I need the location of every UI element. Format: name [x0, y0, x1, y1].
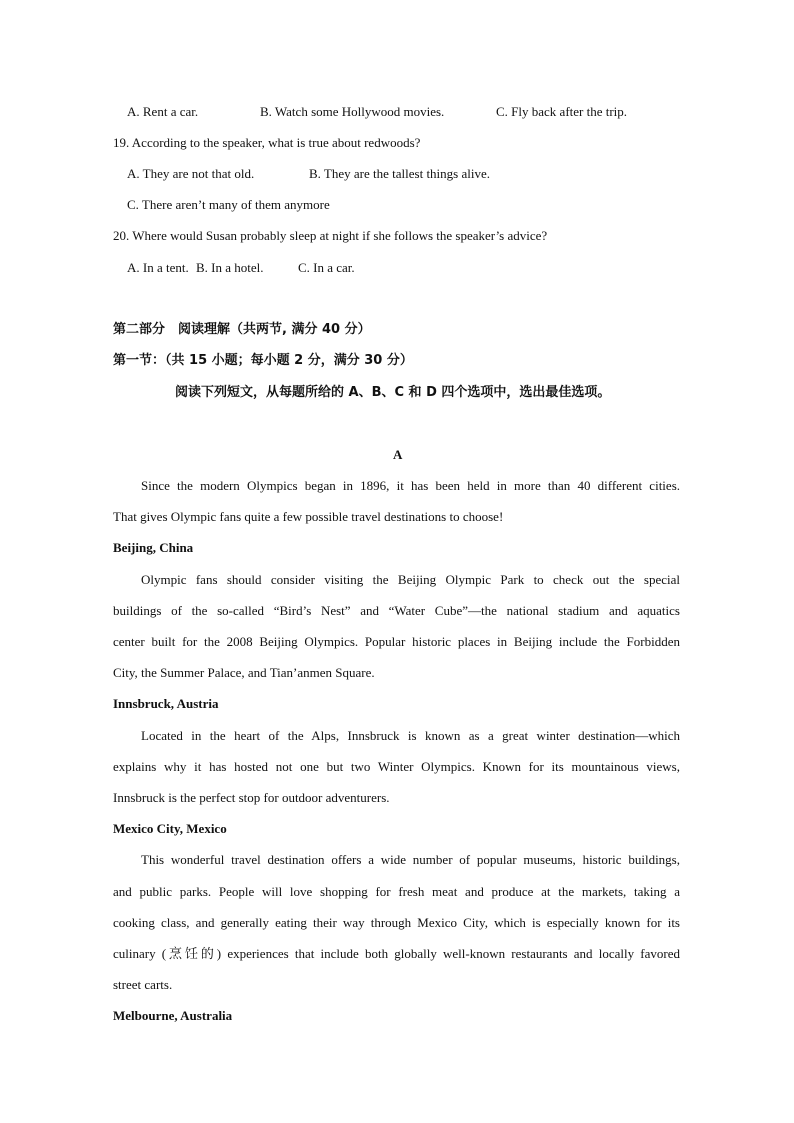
- melbourne-heading: Melbourne, Australia: [113, 1008, 233, 1023]
- beijing-line-4: City, the Summer Palace, and Tian’anmen Square.: [113, 665, 375, 680]
- beijing-line-3: center built for the 2008 Beijing Olympics. Popular historic places in Beijing include the Forbidden: [113, 634, 680, 649]
- q18-option-a: A. Rent a car.: [127, 104, 199, 119]
- mexico-heading: Mexico City, Mexico: [113, 821, 227, 836]
- innsbruck-heading: Innsbruck, Austria: [113, 696, 219, 711]
- beijing-line-2: buildings of the so-called “Bird’s Nest” and “Water Cube”—the national stadium and aquatics: [113, 603, 680, 618]
- passage-label: A: [393, 447, 403, 462]
- q20-option-a: A. In a tent.: [127, 260, 189, 275]
- q18-option-c: C. Fly back after the trip.: [496, 104, 628, 119]
- q19-stem: 19. According to the speaker, what is true about redwoods?: [113, 135, 421, 150]
- q19-option-c: C. There aren’t many of them anymore: [127, 197, 330, 212]
- innsbruck-line-3: Innsbruck is the perfect stop for outdoor adventurers.: [113, 790, 390, 805]
- q19-option-b: B. They are the tallest things alive.: [309, 166, 490, 181]
- innsbruck-line-2: explains why it has hosted not one but two Winter Olympics. Known for its mountainous views,: [113, 759, 680, 774]
- mexico-line-2: and public parks. People will love shopping for fresh meat and produce at the markets, taking a: [113, 884, 680, 899]
- beijing-line-1: Olympic fans should consider visiting the Beijing Olympic Park to check out the special: [141, 572, 680, 587]
- q20-stem: 20. Where would Susan probably sleep at night if she follows the speaker’s advice?: [113, 228, 548, 243]
- section-subtitle: 第一节：（共 15 小题；每小题 2 分，满分 30 分）: [113, 353, 413, 368]
- mexico-line-4: culinary (烹饪的) experiences that include both globally well-known restaurants and locally favored: [113, 946, 680, 961]
- passage-intro-line-2: That gives Olympic fans quite a few possible travel destinations to choose!: [113, 509, 504, 524]
- mexico-line-1: This wonderful travel destination offers a wide number of popular museums, historic buildings,: [141, 852, 680, 867]
- mexico-line-5: street carts.: [113, 977, 173, 992]
- part-title: 第二部分 阅读理解（共两节, 满分 40 分）: [113, 322, 371, 337]
- innsbruck-line-1: Located in the heart of the Alps, Innsbruck is known as a great winter destination—which: [141, 728, 680, 743]
- beijing-heading: Beijing, China: [113, 540, 194, 555]
- mexico-line-3: cooking class, and generally eating their way through Mexico City, which is especially known for its: [113, 915, 680, 930]
- section-instruction: 阅读下列短文，从每题所给的 A、B、C 和 D 四个选项中，选出最佳选项。: [175, 385, 611, 400]
- passage-intro-line-1: Since the modern Olympics began in 1896, it has been held in more than 40 different cities.: [141, 478, 680, 493]
- q20-option-c: C. In a car.: [298, 260, 355, 275]
- q19-option-a: A. They are not that old.: [127, 166, 255, 181]
- q18-option-b: B. Watch some Hollywood movies.: [260, 104, 445, 119]
- q20-option-b: B. In a hotel.: [196, 260, 264, 275]
